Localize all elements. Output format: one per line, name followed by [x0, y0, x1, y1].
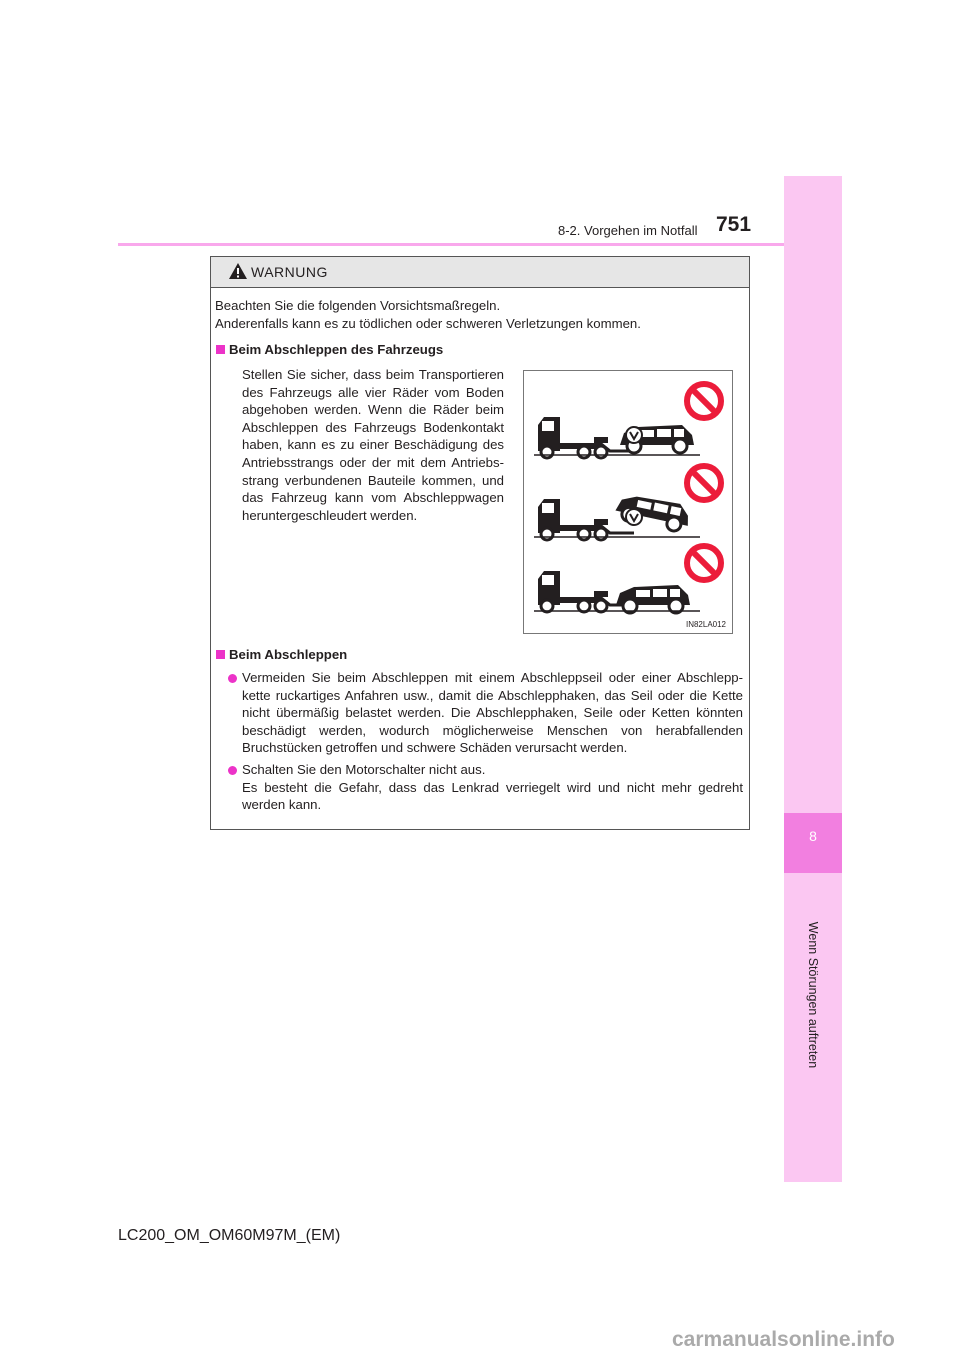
- warning-title: WARNUNG: [251, 264, 328, 280]
- towing-bullet-1-paragraph: Vermeiden Sie beim Abschleppen mit einem Abschleppseil oder einer Abschlepp- kette ruckartiges Anfahren usw., damit die Abschlepphaken, das Seil oder die Kette nicht übermäßig belastet werden. Die Abschlepphaken, Seile oder Ketten könnten beschädigt werden, wodurch möglicherweise Menschen von herabfallenden Bruchstücken getroffen und schwere Schäden verursacht werden.: [242, 670, 743, 756]
- section-heading-vehicle-towing: Beim Abschleppen des Fahrzeugs: [229, 342, 444, 357]
- towing-bullet-2-paragraph: Schalten Sie den Motorschalter nicht aus. Es besteht die Gefahr, dass das Lenkrad verriegelt wird und nicht mehr gedreht werden kann.: [242, 762, 743, 813]
- warning-intro-line-1: Beachten Sie die folgenden Vorsichtsmaßregeln.: [215, 298, 501, 313]
- watermark-text: carmanualsonline.info: [672, 1328, 895, 1351]
- footer-model-code: LC200_OM_OM60M97M_(EM): [118, 1227, 341, 1244]
- vehicle-towing-paragraph: Stellen Sie sicher, dass beim Transportieren des Fahrzeugs alle vier Räder vom Boden abgehoben werden. Wenn die Räder beim Abschleppen des Fahrzeugs Bodenkontakt haben, kann es zu einer Beschädigung des Antriebsstrangs oder der mit dem Antriebs- strang verbundenen Bauteile kommen, und das Fahrzeug kann vom Abschleppwagen heruntergeschleudert werden.: [242, 367, 504, 523]
- tow-diagram-3: [534, 546, 721, 613]
- header-section-title: 8-2. Vorgehen im Notfall: [558, 223, 698, 238]
- warning-intro-line-2: Anderenfalls kann es zu tödlichen oder schweren Verletzungen kommen.: [215, 316, 641, 331]
- tow-diagram-2: [534, 466, 721, 540]
- towing-illustration: [523, 370, 733, 634]
- section-square-bullet: [216, 345, 225, 354]
- section-square-bullet: [216, 650, 225, 659]
- warning-header: [211, 257, 749, 288]
- warning-triangle-icon: [228, 262, 248, 280]
- chapter-number: 8: [809, 828, 817, 844]
- chapter-title: Wenn Störungen auftreten: [806, 921, 820, 1069]
- towing-prohibited-diagrams: [524, 371, 732, 633]
- round-bullet: [228, 674, 237, 683]
- page-number: 751: [716, 213, 752, 236]
- section-heading-towing: Beim Abschleppen: [229, 647, 348, 662]
- header-rule: [118, 243, 784, 246]
- figure-code: IN82LA012: [685, 620, 726, 629]
- round-bullet: [228, 766, 237, 775]
- tow-diagram-1: [534, 384, 721, 458]
